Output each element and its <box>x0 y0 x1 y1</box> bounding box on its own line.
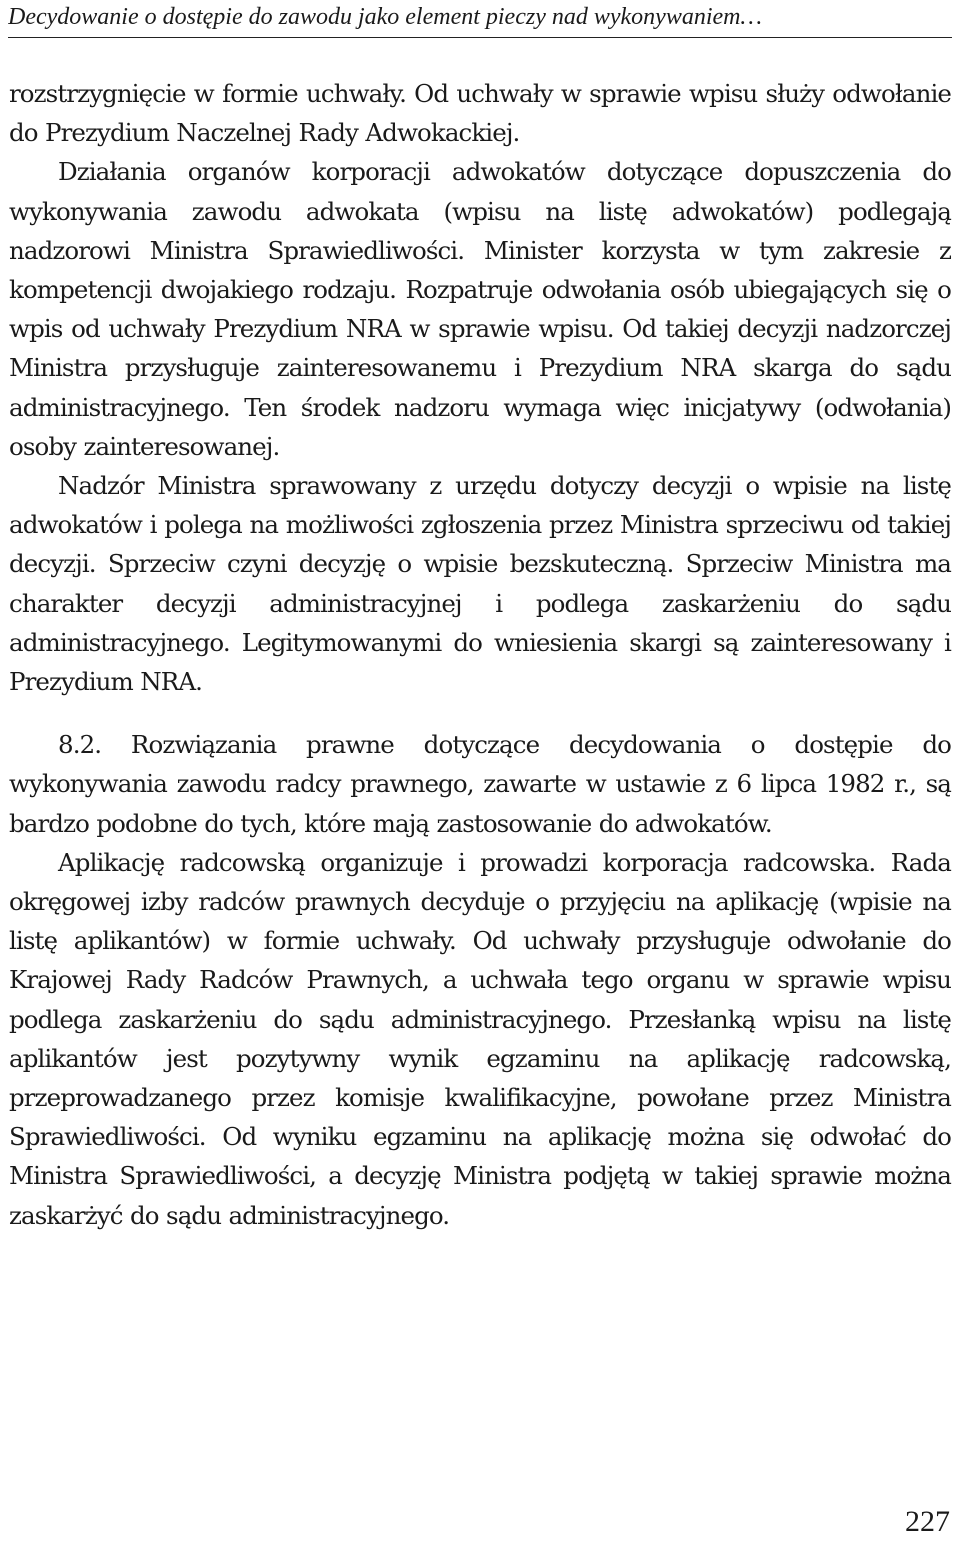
paragraph-legal-counsel-training: Aplikację radcowską organizuje i prowadzi korporacja radcowska. Rada okręgowej izby radców prawnych decyduje o przyjęciu na aplikację (wpisie na listę aplikantów) w formie uchwały. Od uchwały przysługuje odwołanie do Krajowej Rady Radców Prawnych, a uchwała tego organu w sprawie wpisu podlega zaskarżeniu do sądu administracyjnego. Przesłanką wpisu na listę aplikantów jest pozytywny wynik egzaminu na aplikację radcowską, przeprowadzanego przez komisje kwalifikacyjne, powołane przez Ministra Sprawiedliwości. Od wyniku egzaminu na aplikację można się odwołać do Ministra Sprawiedliwości, a decyzję Ministra podjętą w takiej sprawie można zaskarżyć do sądu administracyjnego. <box>9 847 951 1230</box>
paragraph-section-8-2: 8.2. Rozwiązania prawne dotyczące decydowania o dostępie do wykonywania zawodu radcy prawnego, zawarte w ustawie z 6 lipca 1982 r., są bardzo podobne do tych, które mają zastosowanie do adwokatów. <box>9 730 951 838</box>
body-text <box>9 74 951 1235</box>
running-header: Decydowanie o dostępie do zawodu jako element pieczy nad wykonywaniem… <box>8 2 952 38</box>
paragraph-ex-officio-supervision: Nadzór Ministra sprawowany z urzędu dotyczy decyzji o wpisie na listę adwokatów i polega na możliwości zgłoszenia przez Ministra sprzeciwu od takiej decyzji. Sprzeciw czyni decyzję o wpisie bezskuteczną. Sprzeciw Ministra ma charakter decyzji administracyjnej i podlega zaskarżeniu do sądu administracyjnego. Legitymowanymi do wniesienia skargi są zainteresowany i Prezydium NRA. <box>9 471 951 697</box>
paragraph-continuation: rozstrzygnięcie w formie uchwały. Od uchwały w sprawie wpisu służy odwołanie do Prezydium Naczelnej Rady Adwokackiej. <box>9 79 951 148</box>
paragraph-supervision: Działania organów korporacji adwokatów dotyczące dopuszczenia do wykonywania zawodu adwokata (wpisu na listę adwokatów) podlegają nadzorowi Ministra Sprawiedliwości. Minister korzysta w tym zakresie z kompetencji dwojakiego rodzaju. Rozpatruje odwołania osób ubiegających się o wpis od uchwały Prezydium NRA w sprawie wpisu. Od takiej decyzji nadzorczej Ministra przysługuje zainteresowanemu i Prezydium NRA skarga do sądu administracyjnego. Ten środek nadzoru wymaga więc inicjatywy (odwołania) osoby zainteresowanej. <box>9 157 951 461</box>
page-number: 227 <box>905 1505 950 1538</box>
